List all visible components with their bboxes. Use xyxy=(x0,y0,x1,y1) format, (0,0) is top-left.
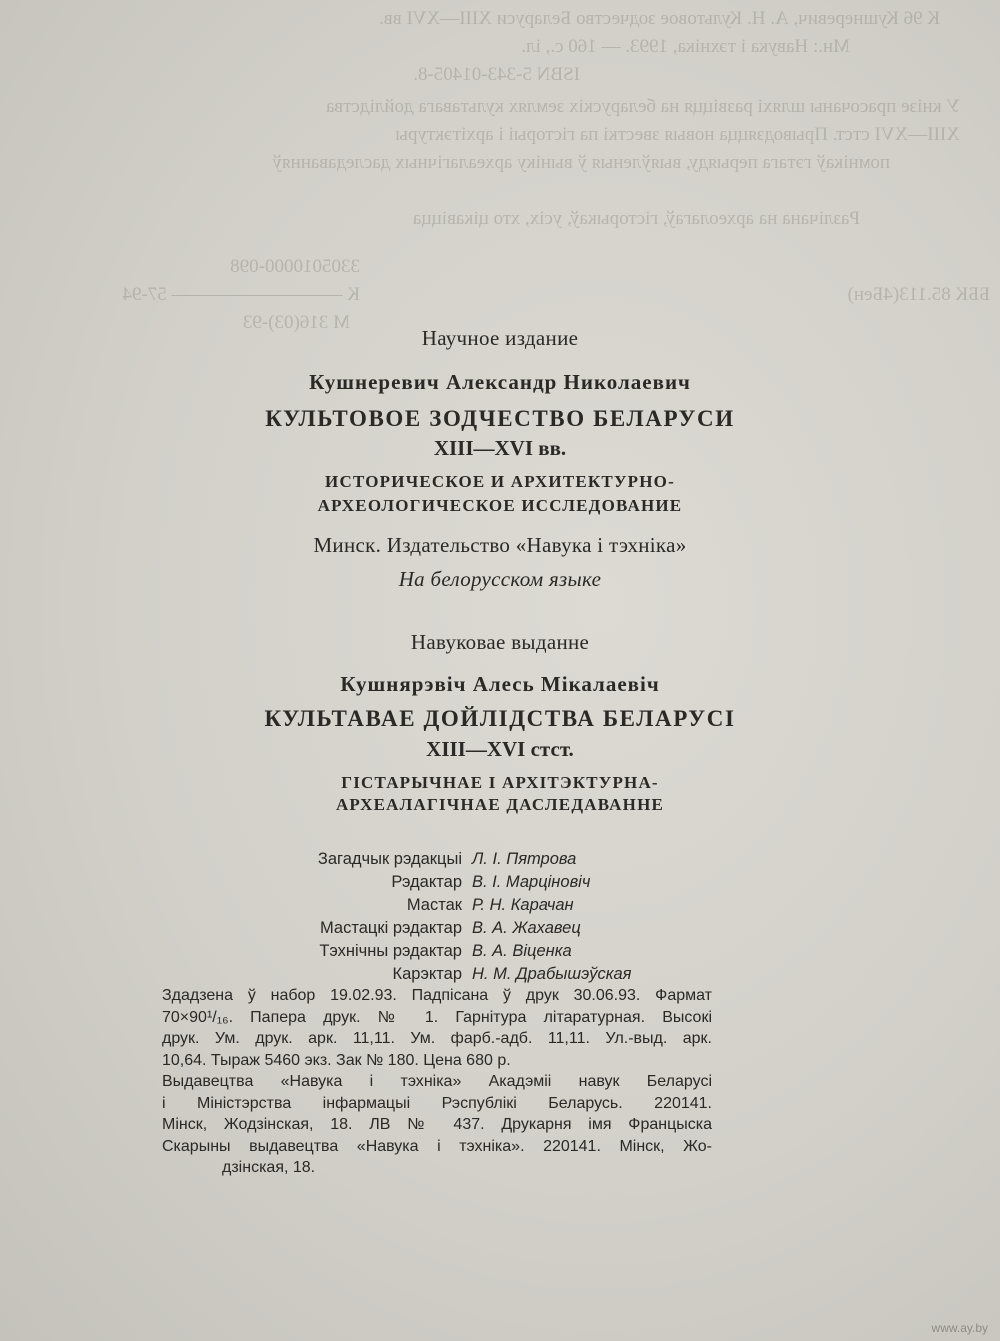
staff-role: Карэктар xyxy=(392,965,462,983)
staff-role: Рэдактар xyxy=(391,873,462,891)
by-book-century: XIII—XVI стст. xyxy=(426,737,574,761)
by-author-name: Кушнярэвіч Алесь Мікалаевіч xyxy=(340,672,660,696)
bleed-line: К 96 Кушнеревич, А. Н. Культовое зодчество Беларуси XIII—XVI вв. xyxy=(379,8,940,29)
bleed-line: М 316(03)-93 xyxy=(242,312,350,333)
staff-name: В. А. Жахавец xyxy=(472,919,581,937)
ru-book-century: XIII—XVI вв. xyxy=(433,436,567,460)
staff-name: Р. Н. Карачан xyxy=(472,896,574,914)
site-watermark: www.ay.by xyxy=(931,1321,988,1335)
staff-row xyxy=(0,940,1000,963)
bleed-line: помнікаў гэтага перыяду, выяўленыя ў выніку археалагічных даследаванняў xyxy=(272,152,890,173)
ru-subtitle-line2: АРХЕОЛОГИЧЕСКОЕ ИССЛЕДОВАНИЕ xyxy=(317,496,683,515)
staff-row xyxy=(0,871,1000,894)
bleed-line: У кнізе прасочаны шляхі развіцця на беларускіх землях культавага дойлідства xyxy=(326,96,960,117)
staff-row xyxy=(0,894,1000,917)
bleed-line: ISBN 5-343-01405-8. xyxy=(413,64,580,85)
ru-author-name: Кушнеревич Александр Николаевич xyxy=(309,370,691,394)
imprint-line: Здадзена ў набор 19.02.93. Падпісана ў друк 30.06.93. Фармат xyxy=(162,987,712,1004)
imprint-line: Выдавецтва «Навука і тэхніка» Акадэміі навук Беларусі xyxy=(162,1073,712,1090)
bleed-line: Разлічана на археолагаў, гісторыкаў, усіх, хто цікавіцца xyxy=(412,208,860,229)
by-series-label: Навуковае выданне xyxy=(410,630,590,654)
staff-role: Мастацкі рэдактар xyxy=(320,919,462,937)
by-subtitle-line1: ГІСТАРЫЧНАЕ І АРХІТЭКТУРНА- xyxy=(341,773,659,792)
by-subtitle-line2: АРХЕАЛАГІЧНАЕ ДАСЛЕДАВАННЕ xyxy=(335,795,665,814)
staff-role: Тэхнічны рэдактар xyxy=(319,942,462,960)
staff-row xyxy=(0,848,1000,871)
staff-role: Загадчык рэдакцыі xyxy=(317,850,462,868)
ru-subtitle-line1: ИСТОРИЧЕСКОЕ И АРХИТЕКТУРНО- xyxy=(325,472,675,491)
imprint-line: і Міністэрства інфармацыі Рэспублікі Беларусь. 220141. xyxy=(162,1094,712,1112)
imprint-line: 10,64. Тыраж 5460 экз. Зак № 180. Цена 680 р. xyxy=(162,1051,511,1069)
ru-series-label: Научное издание xyxy=(421,326,579,350)
imprint-line: Мінск, Жодзінская, 18. ЛВ № 437. Друкарня імя Францыска xyxy=(162,1116,712,1133)
by-book-title: КУЛЬТАВАЕ ДОЙЛІДСТВА БЕЛАРУСІ xyxy=(264,706,736,731)
staff-name: В. А. Віценка xyxy=(472,942,572,960)
bleed-line: Мн.: Навука і тэхніка, 1993. — 160 с., іл. xyxy=(521,36,850,57)
imprint-line: друк. Ум. друк. арк. 11,11. Ум. фарб.-адб. 11,11. Ул.-выд. арк. xyxy=(162,1030,712,1047)
staff-credits xyxy=(0,848,1000,986)
ru-book-title: КУЛЬТОВОЕ ЗОДЧЕСТВО БЕЛАРУСИ xyxy=(265,406,735,431)
ru-language-note: На белорусском языке xyxy=(398,567,602,591)
bleed-line: К ————————— 57-94 xyxy=(122,284,360,305)
staff-name: Л. І. Пятрова xyxy=(472,850,577,868)
imprint-line: Скарыны выдавецтва «Навука і тэхніка». 220141. Мінск, Жо- xyxy=(162,1137,712,1155)
bleed-line: 3305010000-098 xyxy=(230,256,360,277)
ru-publisher: Минск. Издательство «Навука і тэхніка» xyxy=(313,533,687,557)
imprint-line: 70×90¹/₁₆. Папера друк. № 1. Гарнітура літаратурная. Высокі xyxy=(162,1008,712,1026)
staff-name: В. І. Марціновіч xyxy=(472,873,591,891)
staff-role: Мастак xyxy=(406,896,462,914)
bleed-through-text xyxy=(0,0,1000,360)
staff-row xyxy=(0,917,1000,940)
staff-name: Н. М. Драбышэўская xyxy=(472,965,632,983)
imprint-details xyxy=(162,985,712,1179)
imprint-line: дзінская, 18. xyxy=(222,1159,316,1176)
bleed-line: XIII—XVI стст. Прыводзяцца новыя звесткі па гісторыі і архітэктуры xyxy=(395,124,960,145)
staff-row xyxy=(0,963,1000,986)
bleed-line: ББК 85.113(4Бен) xyxy=(847,284,990,305)
